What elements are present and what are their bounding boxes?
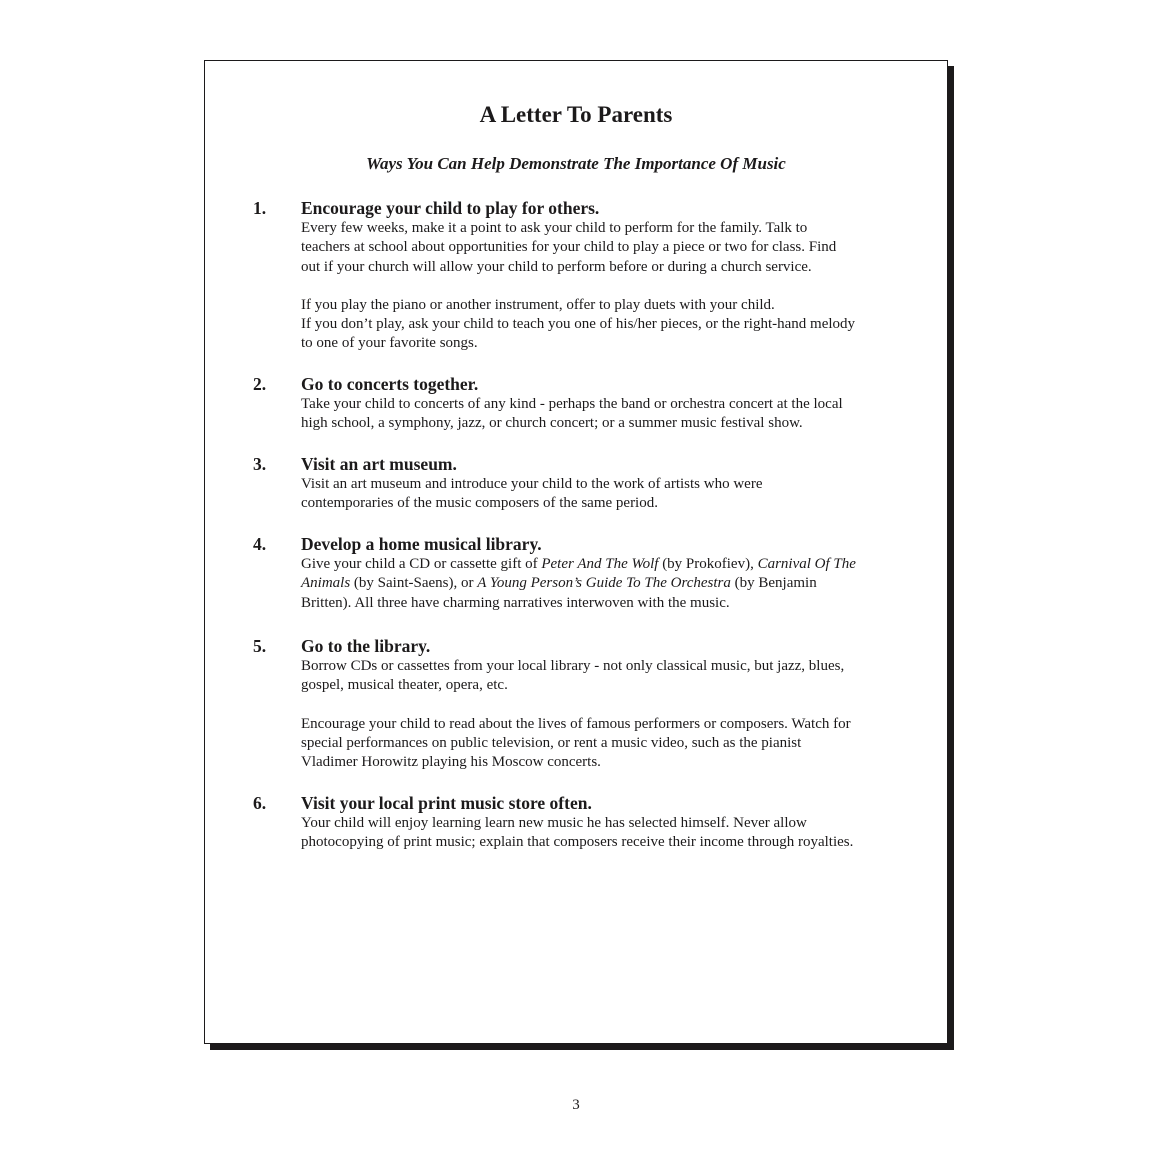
text-segment: (by Saint-Saens), or — [350, 575, 478, 592]
item-number: 6. — [253, 793, 267, 813]
item-paragraph: If you play the piano or another instrument, offer to play duets with your child. If you don’t play, ask your child to teach you one of his/her pieces, or the right-hand melody to one of your favorite songs. — [301, 296, 856, 352]
title-carnival-of-the-animals-cont: Animals — [301, 575, 351, 592]
item-body — [301, 635, 913, 772]
list-item — [253, 453, 913, 514]
item-paragraph: Take your child to concerts of any kind - perhaps the band or orchestra concert at the local high school, a symphony, jazz, or church concert; or a summer music festival show. — [301, 396, 843, 432]
item-heading: Visit an art museum. — [301, 454, 457, 474]
item-number: 1. — [253, 198, 267, 218]
item-number: 4. — [253, 534, 267, 554]
text-segment: (by Prokofiev), — [658, 556, 758, 572]
item-body — [301, 453, 913, 514]
item-heading: Encourage your child to play for others. — [301, 198, 600, 218]
list-item — [253, 533, 913, 613]
text-segment: Britten). All three have charming narratives interwoven with the music. — [301, 594, 730, 611]
text-segment: Give your child a CD or cassette gift of — [301, 556, 542, 572]
text-segment: (by Benjamin — [730, 575, 817, 592]
item-heading: Go to the library. — [301, 636, 431, 656]
item-body — [301, 792, 913, 853]
item-paragraph: Visit an art museum and introduce your child to the work of artists who were contemporaries of the music composers of the same period. — [301, 476, 763, 512]
item-paragraph: Borrow CDs or cassettes from your local library - not only classical music, but jazz, blues, gospel, musical theater, opera, etc. — [301, 658, 845, 694]
title-carnival-of-the-animals: Carnival Of The — [757, 556, 856, 572]
list-item — [253, 373, 913, 434]
page-title: A Letter To Parents — [479, 102, 673, 127]
item-heading: Develop a home musical library. — [301, 534, 542, 554]
list-item — [253, 197, 913, 354]
page-frame — [204, 60, 948, 1044]
list-item — [253, 792, 913, 853]
list-item — [253, 635, 913, 772]
item-body — [301, 373, 913, 434]
item-number: 2. — [253, 374, 267, 394]
title-peter-and-the-wolf: Peter And The Wolf — [541, 556, 659, 572]
item-body — [301, 533, 913, 613]
page-subtitle: Ways You Can Help Demonstrate The Importance Of Music — [366, 154, 786, 173]
item-number: 3. — [253, 454, 267, 474]
item-heading: Go to concerts together. — [301, 374, 479, 394]
item-heading: Visit your local print music store often. — [301, 793, 592, 813]
item-paragraph: Your child will enjoy learning learn new music he has selected himself. Never allow photocopying of print music; explain that composers receive their income through royalties. — [301, 815, 854, 851]
item-number: 5. — [253, 636, 267, 656]
title-young-persons-guide: A Young Person’s Guide To The Orchestra — [477, 575, 731, 592]
item-paragraph: Every few weeks, make it a point to ask your child to perform for the family. Talk to teachers at school about opportunities for your child to play a piece or two for class. Find out if your church will allow your child to perform before or during a church service. — [301, 220, 837, 275]
page-number: 3 — [572, 1097, 580, 1113]
item-body — [301, 197, 913, 354]
item-paragraph — [301, 555, 913, 613]
item-paragraph: Encourage your child to read about the lives of famous performers or composers. Watch for special performances on public television, or rent a music video, such as the pianist Vladimer Horowitz playing his Moscow concerts. — [301, 715, 851, 771]
